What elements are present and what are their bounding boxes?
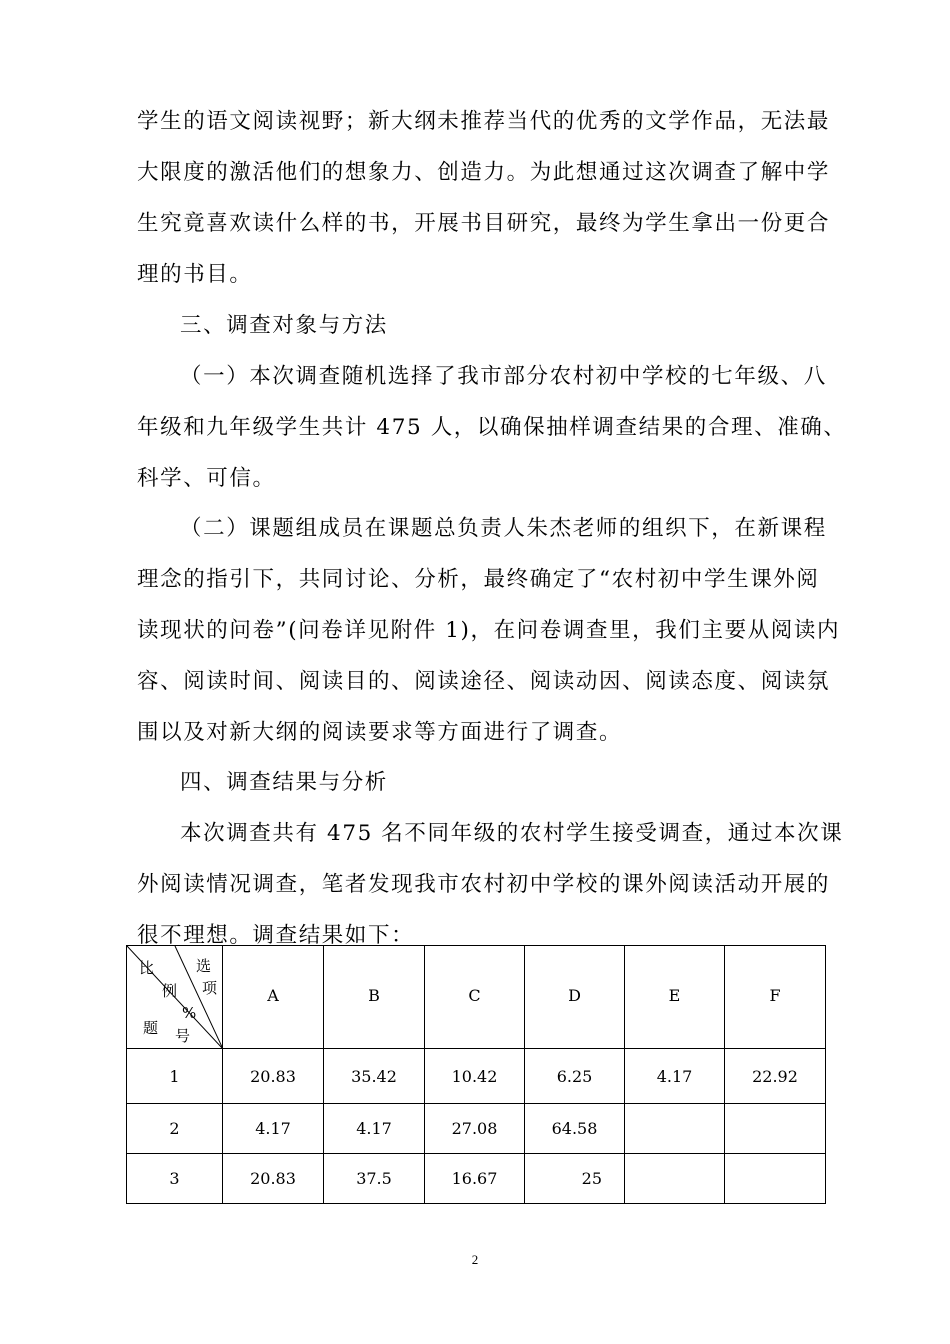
row-number: 3 [127,1154,223,1204]
table-cell: 37.5 [324,1154,425,1204]
table-cell: 64.58 [525,1104,625,1154]
diag-label-hao: 号 [175,1027,191,1045]
table-header-row [127,946,826,1049]
column-header-a: A [223,946,324,1049]
text-line: 理念的指引下，共同讨论、分析，最终确定了“农村初中学生课外阅 [137,567,820,592]
table-cell: 16.67 [425,1154,525,1204]
table-cell: 4.17 [223,1104,324,1154]
text-line: 外阅读情况调查，笔者发现我市农村初中学校的课外阅读活动开展的 [137,872,831,897]
table-cell: 22.92 [725,1049,826,1104]
diag-label-ti: 题 [143,1019,159,1037]
heading-text: 三、调查对象与方法 [180,313,388,338]
table-row [127,1154,826,1204]
paragraph-survey-method [137,503,841,758]
text-line: 年级和九年级学生共计 475 人，以确保抽样调查结果的合理、准确、 [137,415,847,440]
text-line: 生究竟喜欢读什么样的书，开展书目研究，最终为学生拿出一份更合 [137,211,831,236]
paragraph-survey-subjects [137,351,847,504]
text-line: 理的书目。 [137,262,253,287]
section-heading-4 [137,757,817,808]
text-line: 很不理想。调查结果如下： [137,923,415,948]
column-header-f: F [725,946,826,1049]
text-line: 科学、可信。 [137,466,276,491]
table-row [127,1104,826,1154]
diag-label-li: 例 [162,982,178,1000]
table-cell [625,1104,725,1154]
table-cell: 20.83 [223,1049,324,1104]
text-line: 本次调查共有 475 名不同年级的农村学生接受调查，通过本次课 [180,821,844,846]
table-cell [725,1154,826,1204]
diagonal-header-cell [127,946,223,1049]
column-header-c: C [425,946,525,1049]
table-cell: 35.42 [324,1049,425,1104]
text-line: 大限度的激活他们的想象力、创造力。为此想通过这次调查了解中学 [137,160,831,185]
paragraph-results-intro [137,808,844,961]
text-line: 学生的语文阅读视野；新大纲未推荐当代的优秀的文学作品，无法最 [137,109,831,134]
table-cell: 4.17 [324,1104,425,1154]
table-cell [625,1154,725,1204]
table-cell: 20.83 [223,1154,324,1204]
table-cell: 6.25 [525,1049,625,1104]
table-cell: 10.42 [425,1049,525,1104]
column-header-d: D [525,946,625,1049]
survey-results-table [126,945,826,1204]
row-number: 1 [127,1049,223,1104]
page-number: 2 [471,1252,479,1267]
text-line: （二）课题组成员在课题总负责人朱杰老师的组织下，在新课程 [180,516,827,541]
table-cell: 27.08 [425,1104,525,1154]
diag-label-pct: % [182,1004,197,1022]
diag-label-xuan: 选 [196,957,212,975]
diag-label-xiang: 项 [202,979,218,997]
text-line: 容、阅读时间、阅读目的、阅读途径、阅读动因、阅读态度、阅读氛 [137,669,831,694]
diag-label-bi: 比 [139,959,155,977]
text-line: 读现状的问卷”(问卷详见附件 1)，在问卷调查里，我们主要从阅读内 [137,618,841,643]
heading-text: 四、调查结果与分析 [180,770,388,795]
paragraph-reading-view [137,96,831,300]
table-cell [725,1104,826,1154]
column-header-b: B [324,946,425,1049]
table-cell: 25 [525,1154,625,1204]
section-heading-3 [137,300,817,351]
row-number: 2 [127,1104,223,1154]
text-line: （一）本次调查随机选择了我市部分农村初中学校的七年级、八 [180,364,827,389]
table-cell: 4.17 [625,1049,725,1104]
column-header-e: E [625,946,725,1049]
table-row [127,1049,826,1104]
text-line: 围以及对新大纲的阅读要求等方面进行了调查。 [137,720,623,745]
